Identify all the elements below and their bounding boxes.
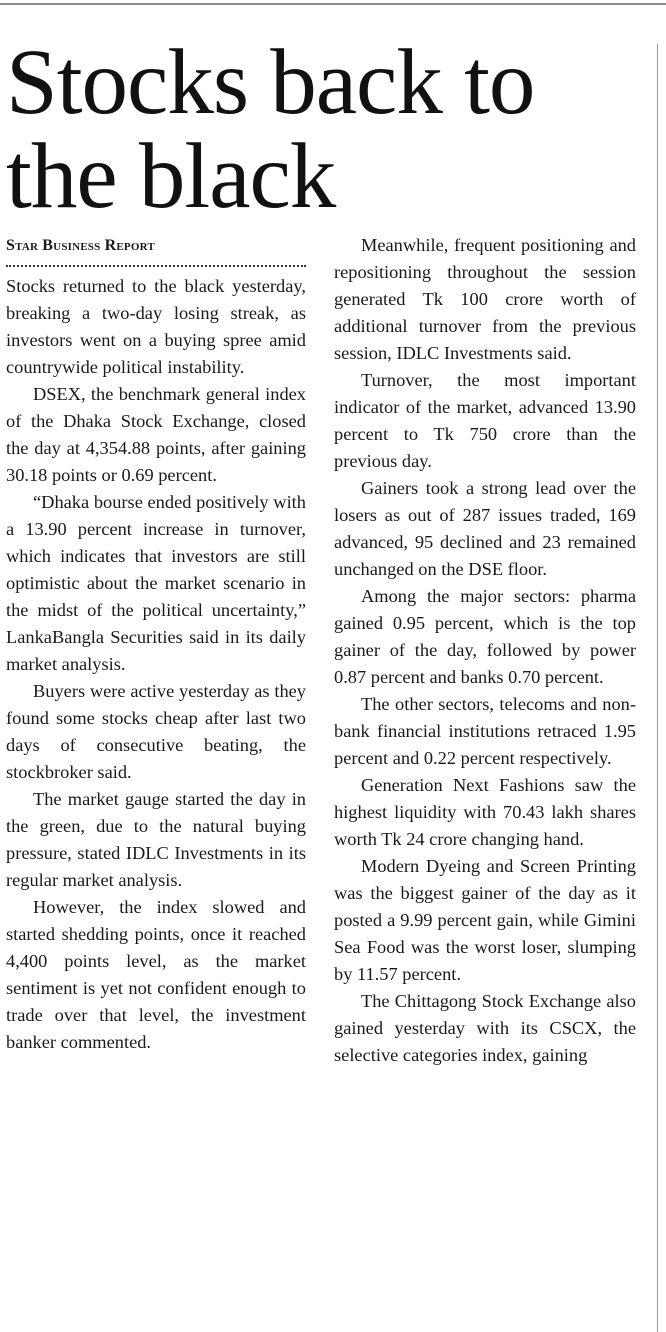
paragraph: Meanwhile, frequent positioning and repositioning throughout the session generated Tk 100 crore worth of additional turnover from the previous session, IDLC Investments said. bbox=[334, 235, 636, 363]
paragraph: Generation Next Fashions saw the highest liquidity with 70.43 lakh shares worth Tk 24 crore changing hand. bbox=[334, 775, 636, 849]
top-rule bbox=[0, 3, 666, 5]
paragraph: “Dhaka bourse ended positively with a 13.90 percent increase in turnover, which indicates that investors are still optimistic about the market scenario in the midst of the political uncertainty,” LankaBangla Securities said in its daily market analysis. bbox=[6, 492, 306, 674]
left-column bbox=[6, 232, 306, 1056]
paragraph: Among the major sectors: pharma gained 0.95 percent, which is the top gainer of the day, followed by power 0.87 percent and banks 0.70 percent. bbox=[334, 586, 636, 687]
paragraph: Modern Dyeing and Screen Printing was the biggest gainer of the day as it posted a 9.99 percent gain, while Gimini Sea Food was the worst loser, slumping by 11.57 percent. bbox=[334, 856, 636, 984]
paragraph: DSEX, the benchmark general index of the Dhaka Stock Exchange, closed the day at 4,354.88 points, after gaining 30.18 points or 0.69 percent. bbox=[6, 384, 306, 485]
paragraph: Turnover, the most important indicator of the market, advanced 13.90 percent to Tk 750 crore than the previous day. bbox=[334, 370, 636, 471]
paragraph: Gainers took a strong lead over the losers as out of 287 issues traded, 169 advanced, 95 declined and 23 remained unchanged on the DSE floor. bbox=[334, 478, 636, 579]
paragraph: The other sectors, telecoms and non-bank financial institutions retraced 1.95 percent and 0.22 percent respectively. bbox=[334, 694, 636, 768]
paragraph: The Chittagong Stock Exchange also gained yesterday with its CSCX, the selective categories index, gaining bbox=[334, 991, 636, 1065]
headline: Stocks back to the black bbox=[6, 31, 535, 228]
byline-divider bbox=[6, 265, 306, 267]
paragraph: Stocks returned to the black yesterday, breaking a two-day losing streak, as investors went on a buying spree amid countrywide political instability. bbox=[6, 276, 306, 377]
byline: Star Business Report bbox=[6, 237, 155, 254]
paragraph: However, the index slowed and started shedding points, once it reached 4,400 points level, as the market sentiment is yet not confident enough to trade over that level, the investment banker commented. bbox=[6, 897, 306, 1052]
column-rule bbox=[657, 44, 658, 1332]
paragraph: The market gauge started the day in the green, due to the natural buying pressure, stated IDLC Investments in its regular market analysis. bbox=[6, 789, 306, 890]
right-column bbox=[334, 232, 636, 1069]
paragraph: Buyers were active yesterday as they found some stocks cheap after last two days of consecutive beating, the stockbroker said. bbox=[6, 681, 306, 782]
